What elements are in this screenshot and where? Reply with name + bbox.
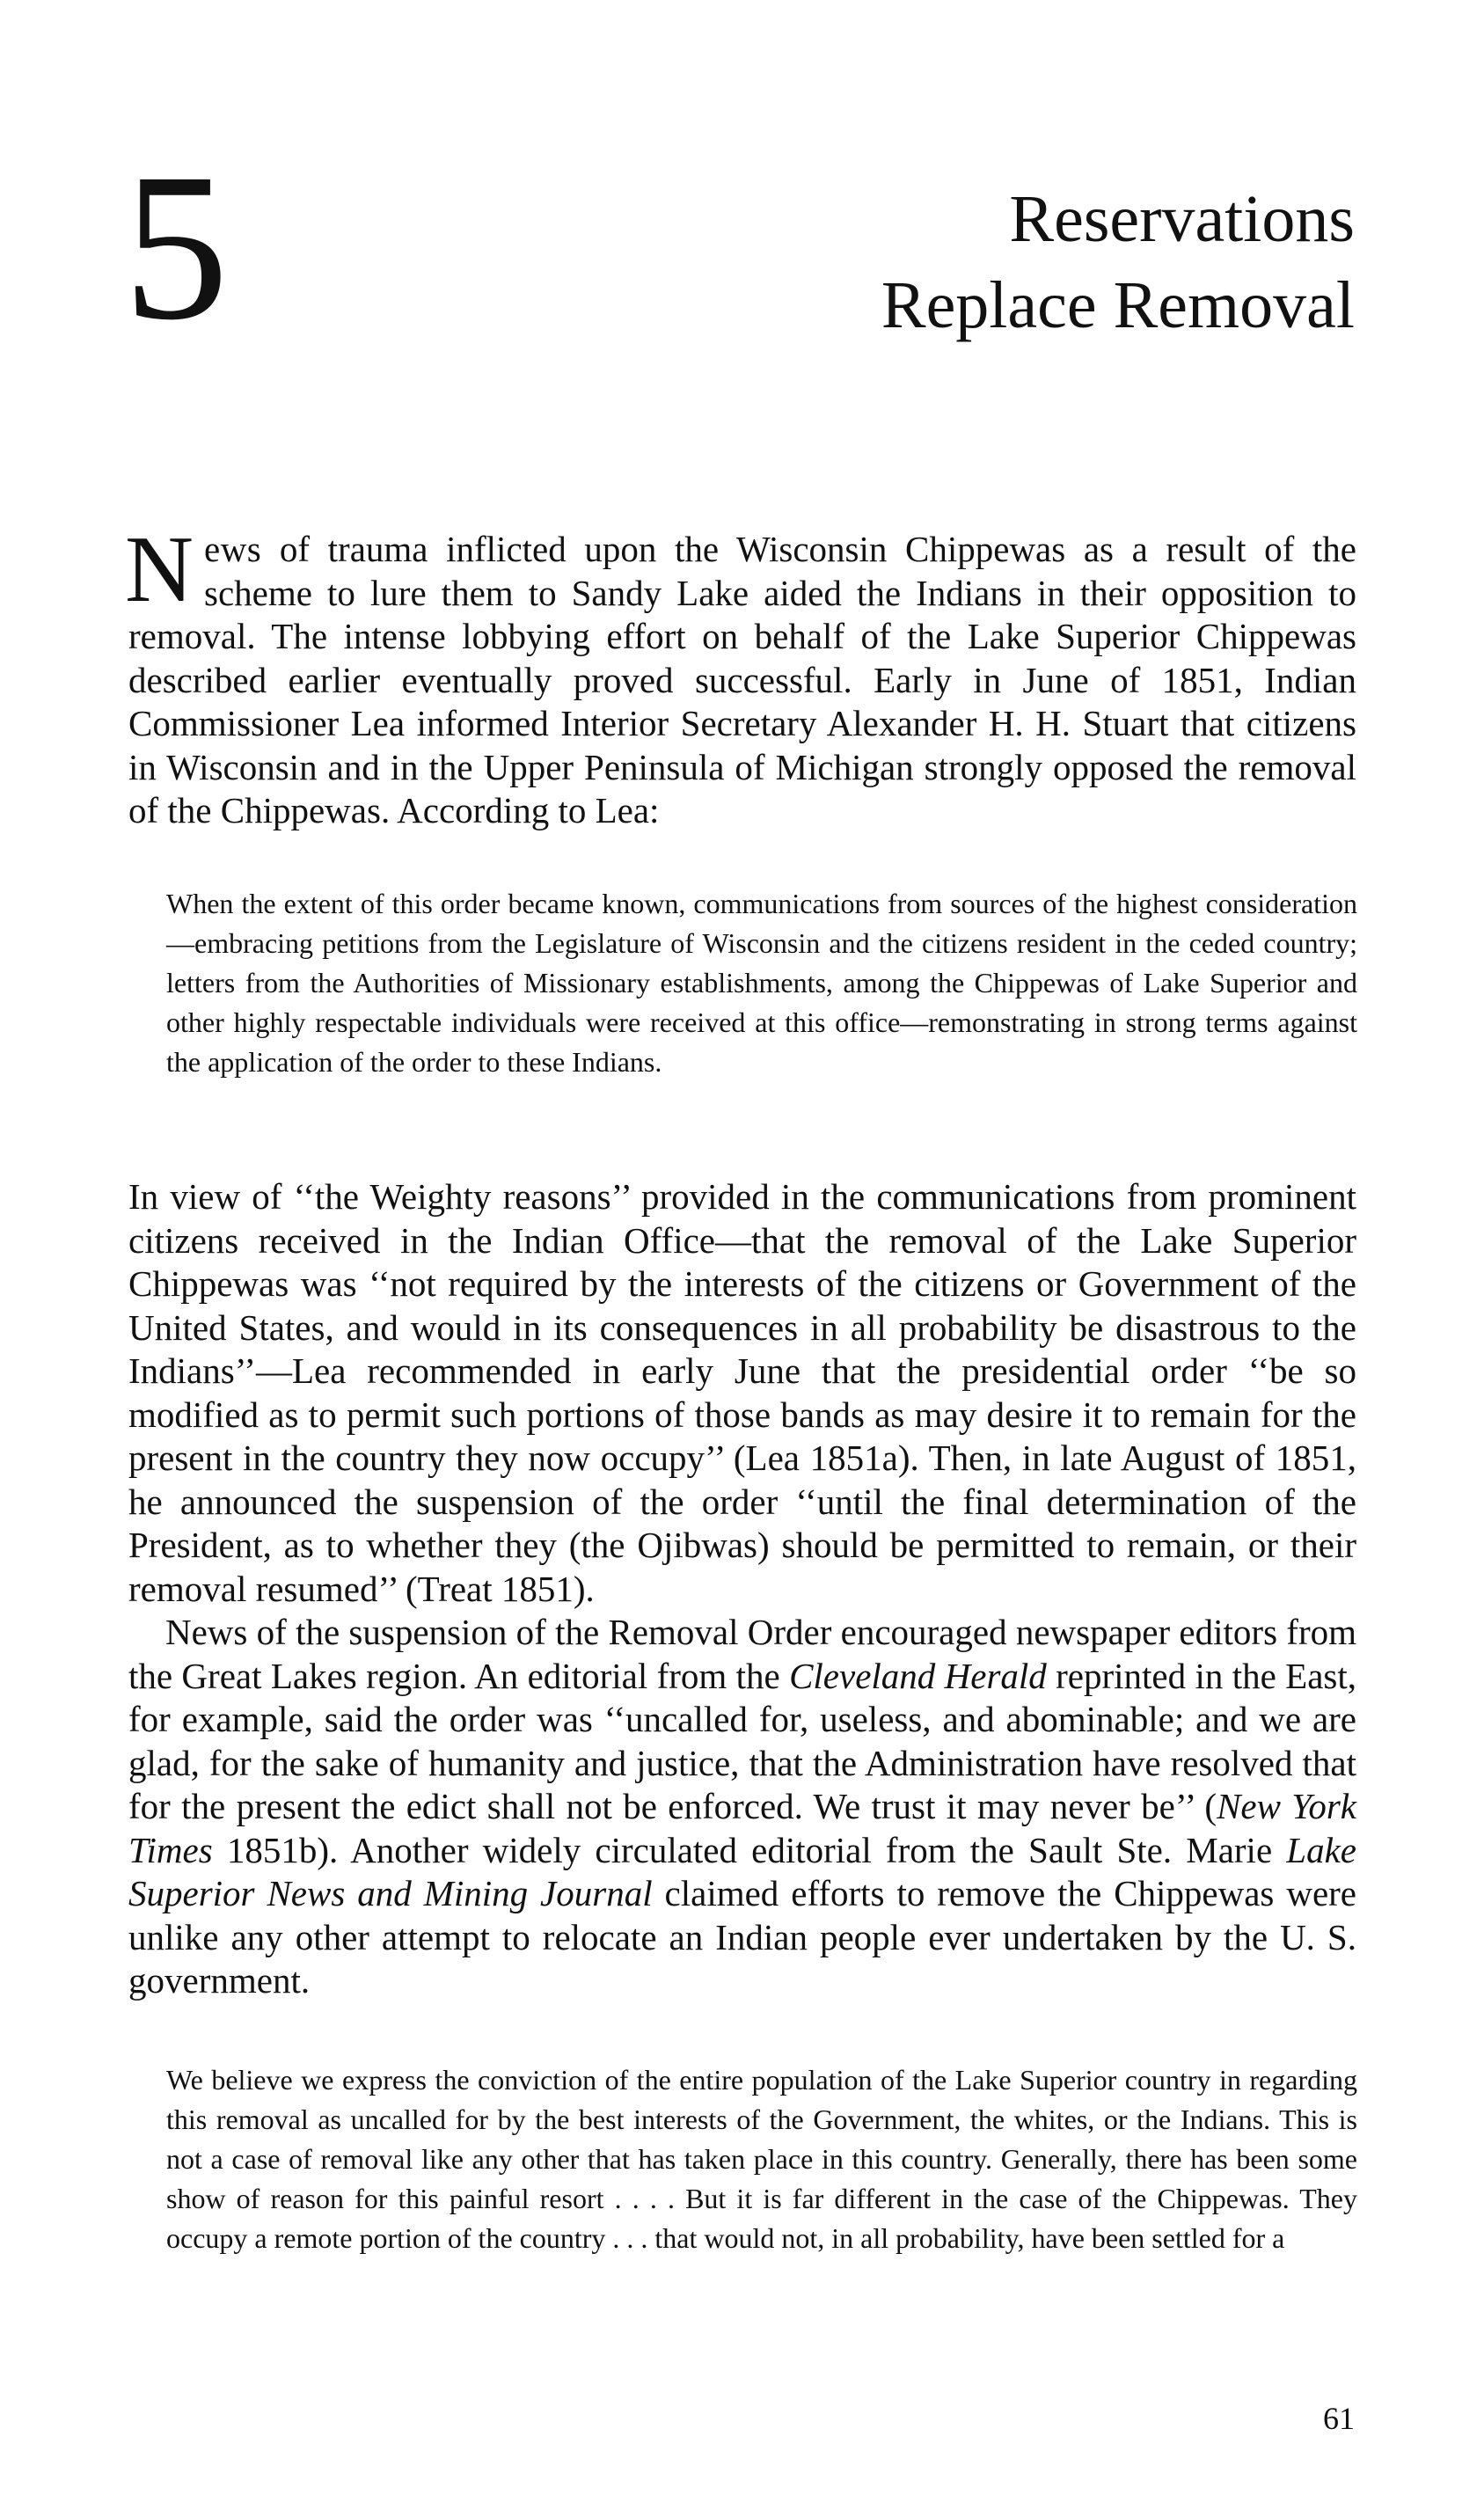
- chapter-title: [881, 176, 1355, 348]
- paragraph-suspension-part-3: 1851b). Another widely circulated editorial from the Sault Ste. Marie: [212, 1829, 1287, 1870]
- title-cleveland-herald: Cleveland Herald: [789, 1655, 1047, 1696]
- opening-paragraph: [125, 517, 1356, 833]
- opening-text: of trauma inflicted upon the Wisconsin Chippewas as a result of the scheme to lure them to Sandy Lake aided the Indians in their opposition to removal. The intense lobbying effort on behalf of the Lake Superior Chippewas described earlier eventually proved successful. Early in June of 1851, Indian Commissioner Lea informed Interior Secretary Alexander H. H. Stuart that citizens in Wisconsin and in the Upper Peninsula of Michigan strongly opposed the removal of the Chippewas. According to Lea:: [128, 529, 1356, 830]
- title-new-york-times: New York Times: [128, 1786, 1356, 1870]
- page-number: 61: [1323, 2401, 1355, 2436]
- body-paragraphs: [128, 1175, 1356, 2003]
- block-quote-editorial: [166, 2060, 1357, 2258]
- paragraph-suspension-part-2: reprinted in the East, for example, said the order was ‘‘uncalled for, useless, and abominable; and we are glad, for the sake of humanity and justice, that the Administration have resolved that for the present the edict shall not be enforced. We trust it may never be’’ (: [128, 1655, 1356, 1826]
- block-quote-editorial-text: We believe we express the conviction of the entire population of the Lake Superior country in regarding this removal as uncalled for by the best interests of the Government, the whites, or the Indians. This is not a case of removal like any other that has taken place in this country. Generally, there has been some show of reason for this painful resort . . . . But it is far different in the case of the Chippewas. They occupy a remote portion of the country . . . that would not, in all probability, have been settled for a: [166, 2064, 1357, 2254]
- block-quote-lea: [166, 884, 1357, 1082]
- paragraph-weighty-reasons: In view of ‘‘the Weighty reasons’’ provided in the communications from prominent citizens received in the Indian Office—that the removal of the Lake Superior Chippewas was ‘‘not required by the interests of the citizens or Government of the United States, and would in its consequences in all probability be disastrous to the Indians’’—Lea recommended in early June that the presidential order ‘‘be so modified as to permit such portions of those bands as may desire it to remain for the present in the country they now occupy’’ (Lea 1851a). Then, in late August of 1851, he announced the suspension of the order ‘‘until the final determination of the President, as to whether they (the Ojibwas) should be permitted to remain, or their removal resumed’’ (Treat 1851).: [128, 1176, 1356, 1609]
- chapter-title-line-1: Reservations: [1009, 182, 1355, 256]
- chapter-title-line-2: Replace Removal: [881, 268, 1355, 342]
- opening-lead: ews: [204, 529, 262, 569]
- drop-cap: N: [125, 517, 194, 622]
- paragraph-suspension-part-4: claimed efforts to remove the Chippewas were unlike any other attempt to relocate an Indian people ever undertaken by the U. S. government.: [128, 1873, 1356, 2001]
- chapter-number: 5: [123, 129, 229, 363]
- title-lake-superior-news: Lake Superior News and Mining Journal: [128, 1829, 1356, 1913]
- block-quote-lea-text: When the extent of this order became known, communications from sources of the highest consideration—embracing petitions from the Legislature of Wisconsin and the citizens resident in the ceded country; letters from the Authorities of Missionary establishments, among the Chippewas of Lake Superior and other highly respectable individuals were received at this office—remonstrating in strong terms against the application of the order to these Indians.: [166, 888, 1357, 1078]
- paragraph-suspension-news: [128, 1611, 1356, 2003]
- paragraph-suspension-part-1: News of the suspension of the Removal Order encouraged newspaper editors from the Great Lakes region. An editorial from the: [128, 1612, 1356, 1696]
